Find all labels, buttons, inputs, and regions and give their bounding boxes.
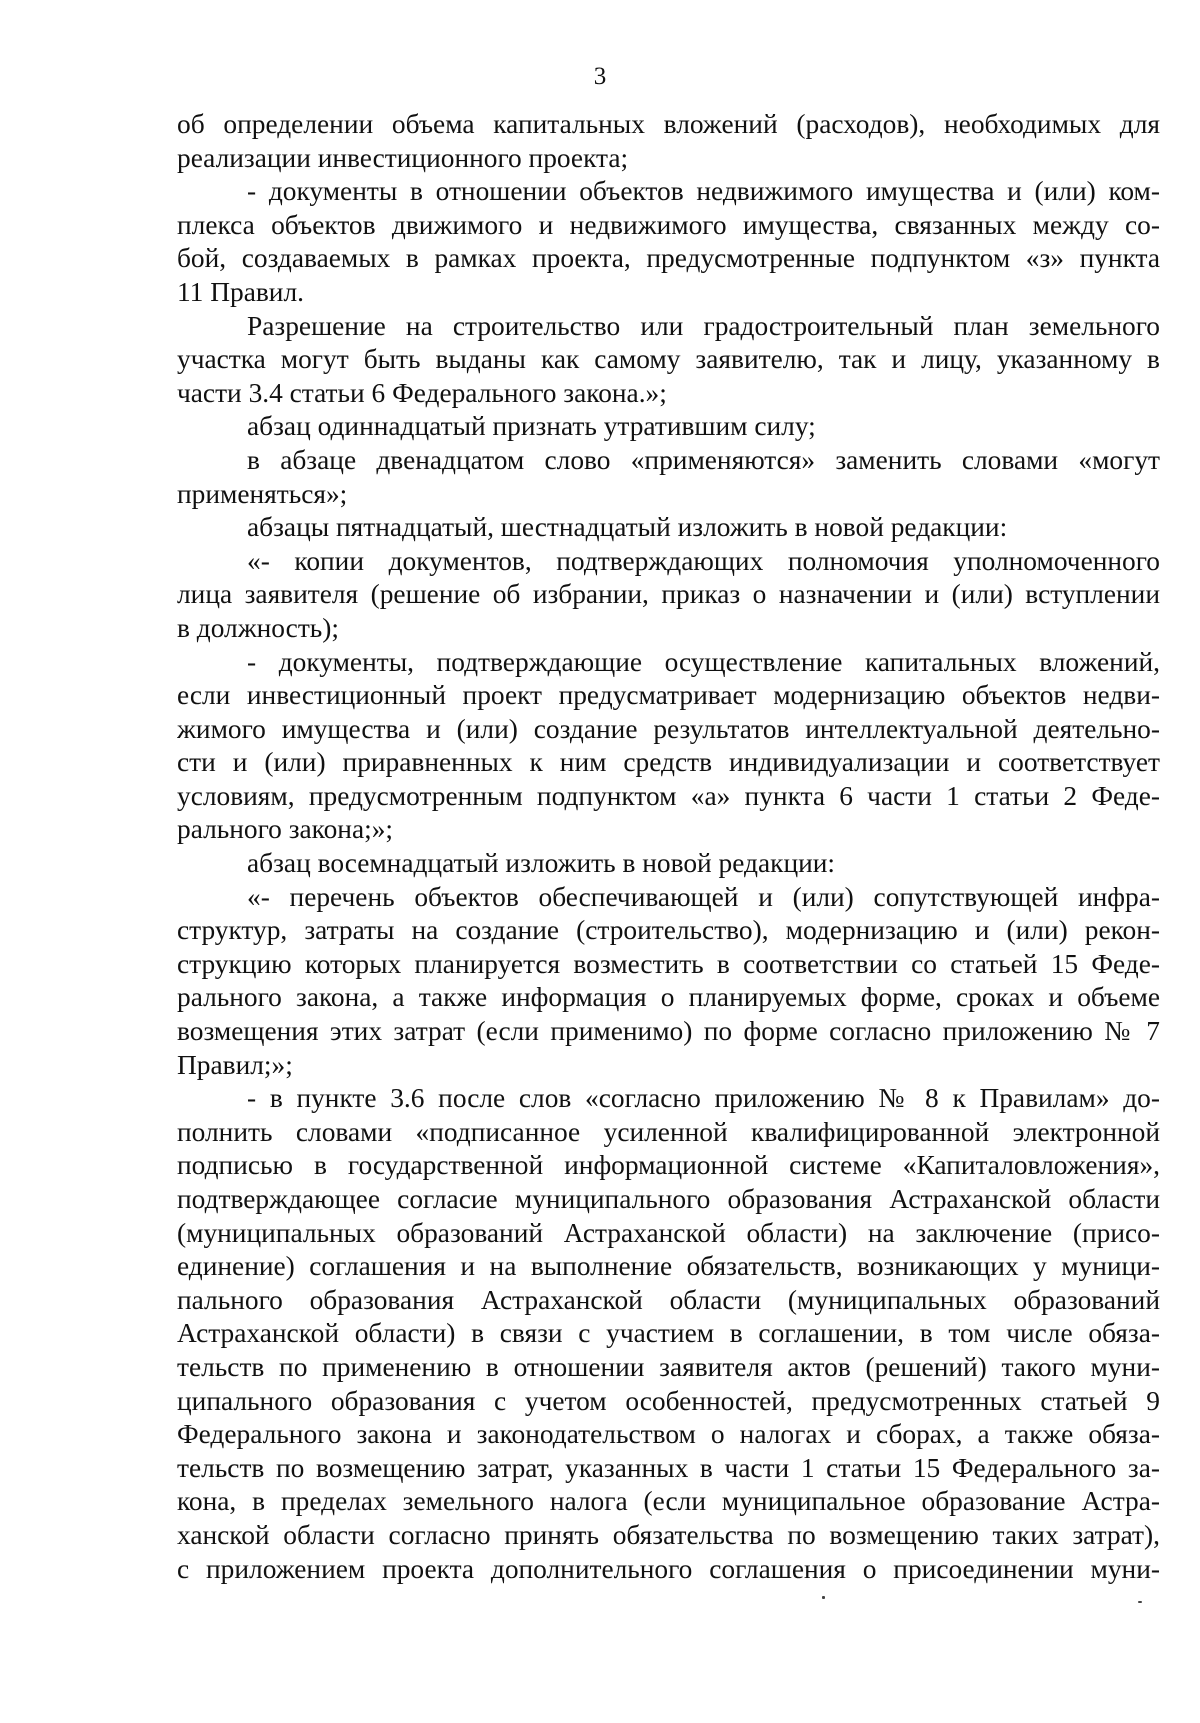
text-line: Астраханской области) в связи с участием в соглашении, в том числе обяза- xyxy=(177,1318,1160,1349)
text-line: возмещения этих затрат (если применимо) по форме согласно приложению № 7 xyxy=(177,1016,1160,1047)
text-line: пального образования Астраханской области (муниципальных образований xyxy=(177,1284,1160,1315)
text-line: в должность); xyxy=(177,612,340,643)
text-line: - в пункте 3.6 после слов «согласно приложению № 8 к Правилам» до- xyxy=(247,1083,1160,1114)
text-line: реализации инвестиционного проекта; xyxy=(177,142,629,173)
text-line: сти и (или) приравненных к ним средств индивидуализации и соответствует xyxy=(177,747,1160,778)
text-line: подтверждающее согласие муниципального образования Астраханской области xyxy=(177,1184,1160,1214)
text-line: абзацы пятнадцатый, шестнадцатый изложить в новой редакции: xyxy=(247,512,1008,543)
text-line: применяться»; xyxy=(177,478,348,509)
text-line: рального закона;»; xyxy=(177,814,394,845)
text-line: Правил;»; xyxy=(177,1049,293,1080)
text-line: «- копии документов, подтверждающих полномочия уполномоченного xyxy=(247,545,1160,576)
text-line: - документы, подтверждающие осуществление капитальных вложений, xyxy=(247,646,1160,677)
text-line: Разрешение на строительство или градостроительный план земельного xyxy=(247,310,1160,341)
text-line: абзац восемнадцатый изложить в новой редакции: xyxy=(247,848,836,879)
text-line: тельств по применению в отношении заявителя актов (решений) такого муни- xyxy=(177,1351,1160,1382)
text-line: кона, в пределах земельного налога (если муниципальное образование Астра- xyxy=(177,1486,1160,1517)
text-line: струкцию которых планируется возместить в соответствии со статьей 15 Феде- xyxy=(177,948,1160,979)
text-line: Федерального закона и законодательством о налогах и сборах, а также обяза- xyxy=(177,1419,1160,1450)
page-number: 3 xyxy=(593,63,607,90)
text-line: ханской области согласно принять обязательства по возмещению таких затрат), xyxy=(177,1519,1160,1550)
text-line: - документы в отношении объектов недвижимого имущества и (или) ком- xyxy=(247,176,1160,207)
text-line: плекса объектов движимого и недвижимого имущества, связанных между со- xyxy=(177,209,1160,240)
text-line: с приложением проекта дополнительного соглашения о присоединении муни- xyxy=(177,1553,1160,1584)
text-line: части 3.4 статьи 6 Федерального закона.»; xyxy=(177,377,667,408)
text-line: полнить словами «подписанное усиленной квалифицированной электронной xyxy=(177,1116,1160,1147)
text-line: бой, создаваемых в рамках проекта, предусмотренные подпунктом «з» пункта xyxy=(177,243,1160,274)
text-line: подписью в государственной информационной системе «Капиталовложения», xyxy=(177,1150,1160,1181)
text-line: абзац одиннадцатый признать утратившим силу; xyxy=(247,411,816,442)
text-line: тельств по возмещению затрат, указанных в части 1 статьи 15 Федерального за- xyxy=(177,1452,1160,1483)
text-line: рального закона, а также информация о планируемых форме, сроках и объеме xyxy=(177,982,1160,1013)
document-body xyxy=(177,108,1160,1586)
scan-speck xyxy=(1138,1601,1142,1603)
text-line: 11 Правил. xyxy=(177,276,304,307)
text-line: условиям, предусмотренным подпунктом «а» пункта 6 части 1 статьи 2 Феде- xyxy=(177,780,1160,811)
text-line: об определении объема капитальных вложений (расходов), необходимых для xyxy=(177,109,1160,139)
text-line: «- перечень объектов обеспечивающей и (или) сопутствующей инфра- xyxy=(247,881,1160,912)
text-line: (муниципальных образований Астраханской области) на заключение (присо- xyxy=(177,1217,1160,1248)
text-line: если инвестиционный проект предусматривает модернизацию объектов недви- xyxy=(177,680,1160,711)
scan-speck xyxy=(822,1596,825,1599)
text-line: участка могут быть выданы как самому заявителю, так и лицу, указанному в xyxy=(177,344,1160,375)
text-line: ципального образования с учетом особенностей, предусмотренных статьей 9 xyxy=(177,1385,1160,1416)
text-line: единение) соглашения и на выполнение обязательств, возникающих у муници- xyxy=(177,1251,1160,1282)
text-line: жимого имущества и (или) создание результатов интеллектуальной деятельно- xyxy=(177,713,1160,744)
text-line: в абзаце двенадцатом слово «применяются» заменить словами «могут xyxy=(247,444,1160,475)
text-line: лица заявителя (решение об избрании, приказ о назначении и (или) вступлении xyxy=(177,579,1160,610)
text-line: структур, затраты на создание (строительство), модернизацию и (или) рекон- xyxy=(177,915,1160,946)
